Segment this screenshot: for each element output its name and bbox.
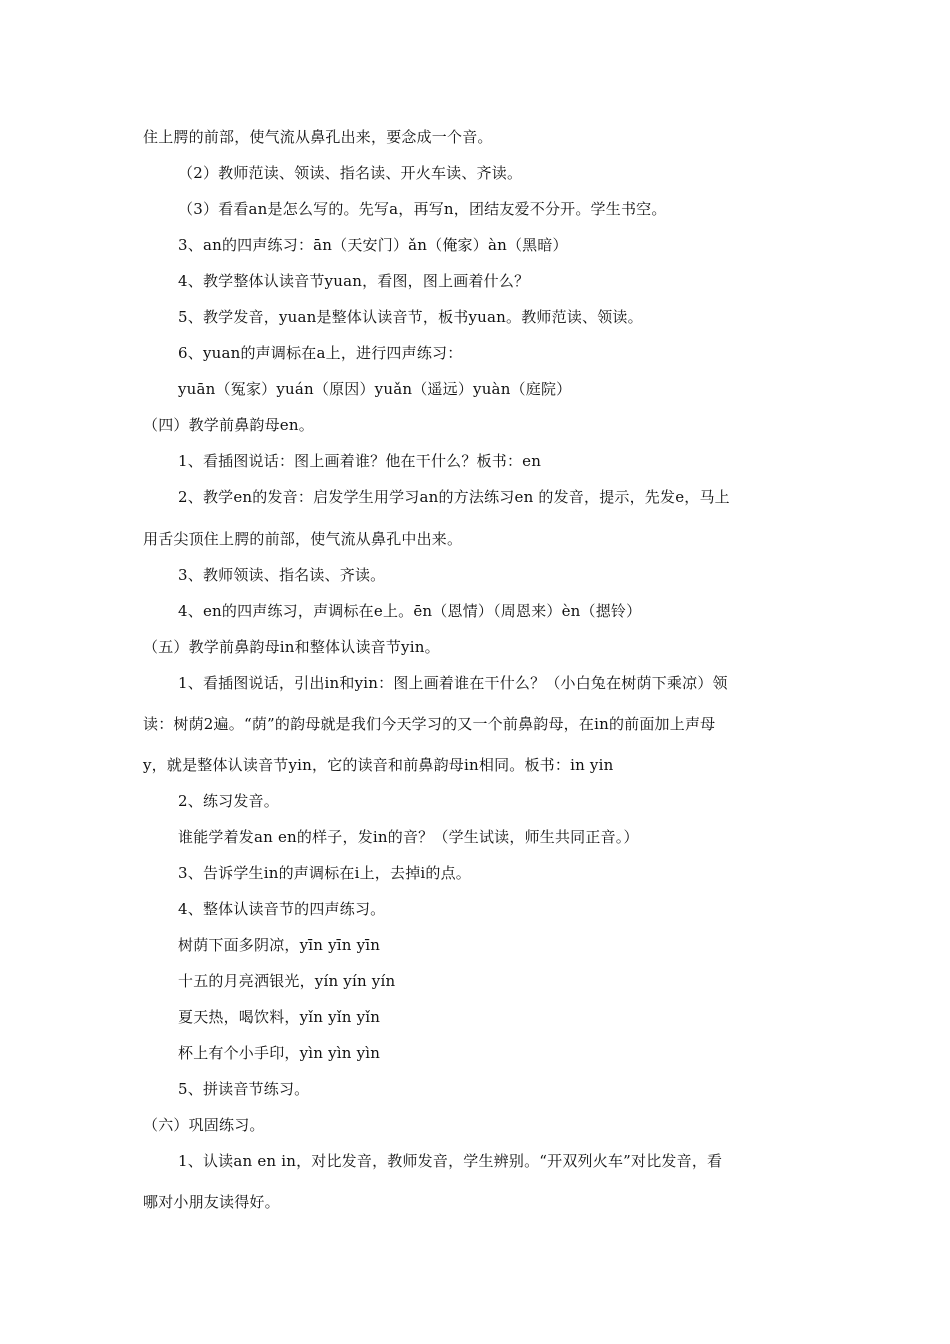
text-line: 3、an的四声练习：ān（天安门）ǎn（俺家）àn（黑暗）: [178, 236, 568, 254]
text-line: 3、教师领读、指名读、齐读。: [178, 566, 386, 584]
text-line: 十五的月亮洒银光，yín yín yín: [178, 972, 396, 990]
section-heading: （六）巩固练习。: [143, 1116, 265, 1134]
text-line: 树荫下面多阴凉，yīn yīn yīn: [178, 936, 381, 954]
text-line: 3、告诉学生in的声调标在i上，去掉i的点。: [178, 864, 471, 882]
text-line: 4、en的四声练习，声调标在e上。ēn（恩情）（周恩来）èn（摁铃）: [178, 602, 642, 620]
text-line: yuān（冤家）yuán（原因）yuǎn（遥远）yuàn（庭院）: [178, 380, 572, 398]
text-line: 5、教学发音，yuan是整体认读音节，板书yuan。教师范读、领读。: [178, 308, 643, 326]
text-line: 4、教学整体认读音节yuan，看图，图上画着什么？: [178, 272, 530, 290]
text-line: （2）教师范读、领读、指名读、开火车读、齐读。: [178, 164, 523, 182]
text-line: 4、整体认读音节的四声练习。: [178, 900, 386, 918]
text-line: 1、看插图说话：图上画着谁？他在干什么？板书：en: [178, 452, 542, 470]
text-line: 夏天热，喝饮料，yǐn yǐn yǐn: [178, 1008, 381, 1026]
section-heading: （四）教学前鼻韵母en。: [143, 416, 314, 434]
text-line: 哪对小朋友读得好。: [143, 1193, 280, 1211]
text-line: 2、教学en的发音：启发学生用学习an的方法练习en 的发音，提示，先发e，马上: [178, 488, 730, 506]
text-line: y，就是整体认读音节yin，它的读音和前鼻韵母in相同。板书：in yin: [143, 756, 614, 774]
text-line: 1、看插图说话，引出in和yin：图上画着谁在干什么？（小白兔在树荫下乘凉）领: [178, 674, 728, 692]
text-line: 读：树荫2遍。“荫”的韵母就是我们今天学习的又一个前鼻韵母，在in的前面加上声母: [143, 715, 716, 733]
text-line: 6、yuan的声调标在a上，进行四声练习：: [178, 344, 463, 362]
text-line: 谁能学着发an en的样子，发in的音？（学生试读，师生共同正音。）: [178, 828, 639, 846]
text-line: 住上腭的前部，使气流从鼻孔出来，要念成一个音。: [143, 128, 493, 146]
text-line: 用舌尖顶住上腭的前部，使气流从鼻孔中出来。: [143, 530, 463, 548]
section-heading: （五）教学前鼻韵母in和整体认读音节yin。: [143, 638, 440, 656]
text-line: （3）看看an是怎么写的。先写a，再写n，团结友爱不分开。学生书空。: [178, 200, 667, 218]
text-line: 1、认读an en in，对比发音，教师发音，学生辨别。“开双列火车”对比发音，看: [178, 1152, 723, 1170]
text-line: 杯上有个小手印，yìn yìn yìn: [178, 1044, 381, 1062]
text-line: 5、拼读音节练习。: [178, 1080, 310, 1098]
text-line: 2、练习发音。: [178, 792, 279, 810]
